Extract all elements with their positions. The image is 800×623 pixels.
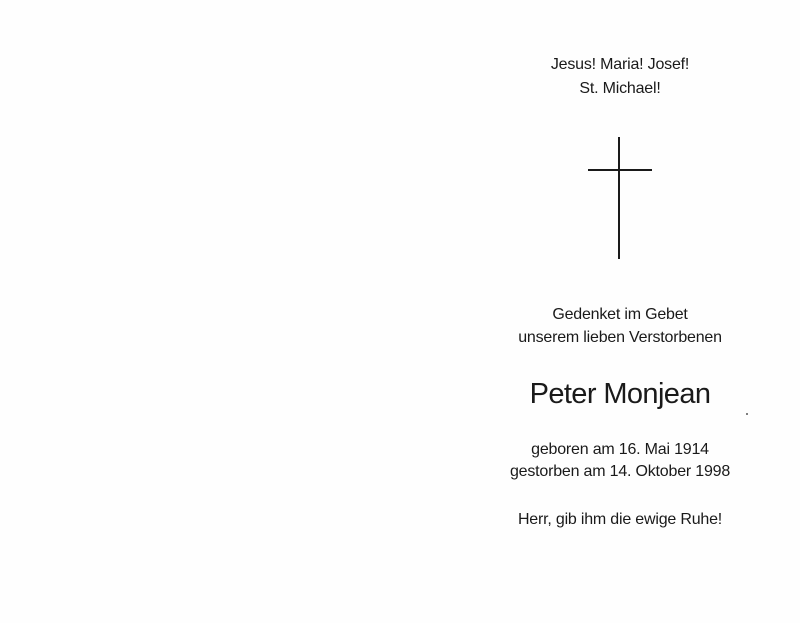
invocation-line-2: St. Michael! xyxy=(579,80,661,97)
deceased-name: Peter Monjean xyxy=(529,378,711,410)
prayer-request-line-2: unserem lieben Verstorbenen xyxy=(518,329,722,346)
paper-speck xyxy=(746,413,748,415)
cross-horizontal-beam xyxy=(588,169,652,171)
invocation-line-1: Jesus! Maria! Josef! xyxy=(550,56,690,73)
cross-icon xyxy=(588,137,652,259)
death-date: gestorben am 14. Oktober 1998 xyxy=(509,463,731,480)
prayer-request-line-1: Gedenket im Gebet xyxy=(552,306,688,323)
birth-date: geboren am 16. Mai 1914 xyxy=(531,441,709,458)
cross-vertical-beam xyxy=(618,137,620,259)
closing-prayer: Herr, gib ihm die ewige Ruhe! xyxy=(517,511,723,528)
